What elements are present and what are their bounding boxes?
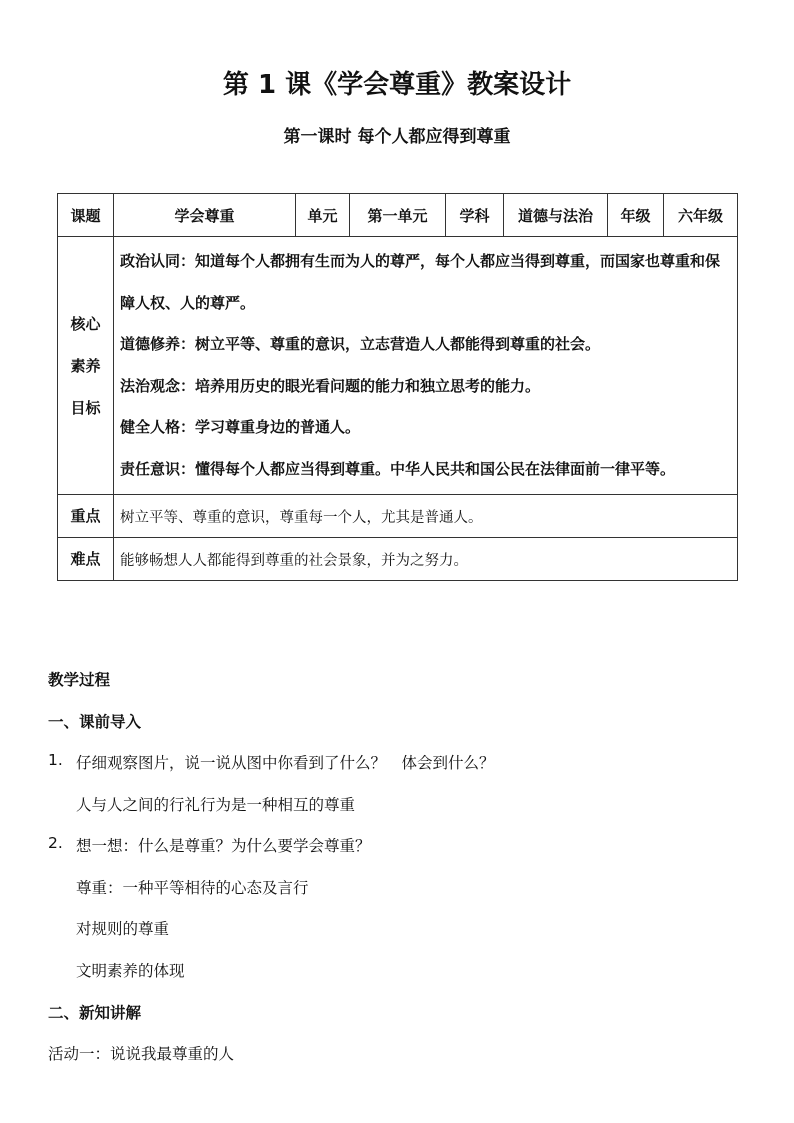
item-2-number: 2. xyxy=(48,834,63,852)
subject-value: 道德与法治 xyxy=(504,194,608,237)
topic-label: 课题 xyxy=(58,194,114,237)
goals-content xyxy=(114,237,738,495)
section-new-knowledge-heading: 二、新知讲解 xyxy=(48,1004,142,1022)
key-point-row xyxy=(58,495,738,538)
goal-political: 政治认同：知道每个人都拥有生而为人的尊严，每个人都应当得到尊重，而国家也尊重和保障人权、人的尊严。 xyxy=(120,252,721,312)
unit-label: 单元 xyxy=(296,194,350,237)
topic-value: 学会尊重 xyxy=(114,194,296,237)
goals-label-line: 素养 xyxy=(70,356,101,375)
lesson-info-table xyxy=(57,193,738,581)
section-intro-heading: 一、课前导入 xyxy=(48,713,142,731)
table-header-row xyxy=(58,194,738,237)
item-1-number: 1. xyxy=(48,751,63,769)
activity-1: 活动一：说说我最尊重的人 xyxy=(48,1045,235,1063)
goal-law: 法治观念：培养用历史的眼光看问题的能力和独立思考的能力。 xyxy=(120,376,541,395)
goals-label-line: 核心 xyxy=(70,314,101,333)
grade-label: 年级 xyxy=(608,194,664,237)
goal-responsibility: 责任意识：懂得每个人都应当得到尊重。中华人民共和国公民在法律面前一律平等。 xyxy=(120,459,676,478)
item-2-answer: 文明素养的体现 xyxy=(76,962,185,980)
page-title: 第 1 课《学会尊重》教案设计 xyxy=(222,70,572,100)
item-1-text: 仔细观察图片，说一说从图中你看到了什么？ 体会到什么？ xyxy=(76,754,495,772)
process-heading: 教学过程 xyxy=(48,671,111,689)
item-2-answer: 对规则的尊重 xyxy=(76,920,170,938)
key-point-value: 树立平等、尊重的意识，尊重每一个人，尤其是普通人。 xyxy=(114,495,738,538)
goals-label xyxy=(58,237,114,495)
goal-personality: 健全人格：学习尊重身边的普通人。 xyxy=(120,418,361,436)
goals-row xyxy=(58,237,738,495)
key-point-label: 重点 xyxy=(58,495,114,538)
item-2-text: 想一想：什么是尊重？为什么要学会尊重？ xyxy=(76,837,371,855)
grade-value: 六年级 xyxy=(664,194,738,237)
item-1-answer: 人与人之间的行礼行为是一种相互的尊重 xyxy=(76,796,356,814)
unit-value: 第一单元 xyxy=(350,194,446,237)
page-subtitle: 第一课时 每个人都应得到尊重 xyxy=(283,127,511,147)
difficult-point-value: 能够畅想人人都能得到尊重的社会景象，并为之努力。 xyxy=(114,538,738,581)
item-2-answer: 尊重：一种平等相待的心态及言行 xyxy=(76,879,309,897)
goal-morality: 道德修养：树立平等、尊重的意识，立志营造人人都能得到尊重的社会。 xyxy=(120,335,601,353)
subject-label: 学科 xyxy=(446,194,504,237)
difficult-point-row xyxy=(58,538,738,581)
goals-label-line: 目标 xyxy=(70,398,101,417)
difficult-point-label: 难点 xyxy=(58,538,114,581)
